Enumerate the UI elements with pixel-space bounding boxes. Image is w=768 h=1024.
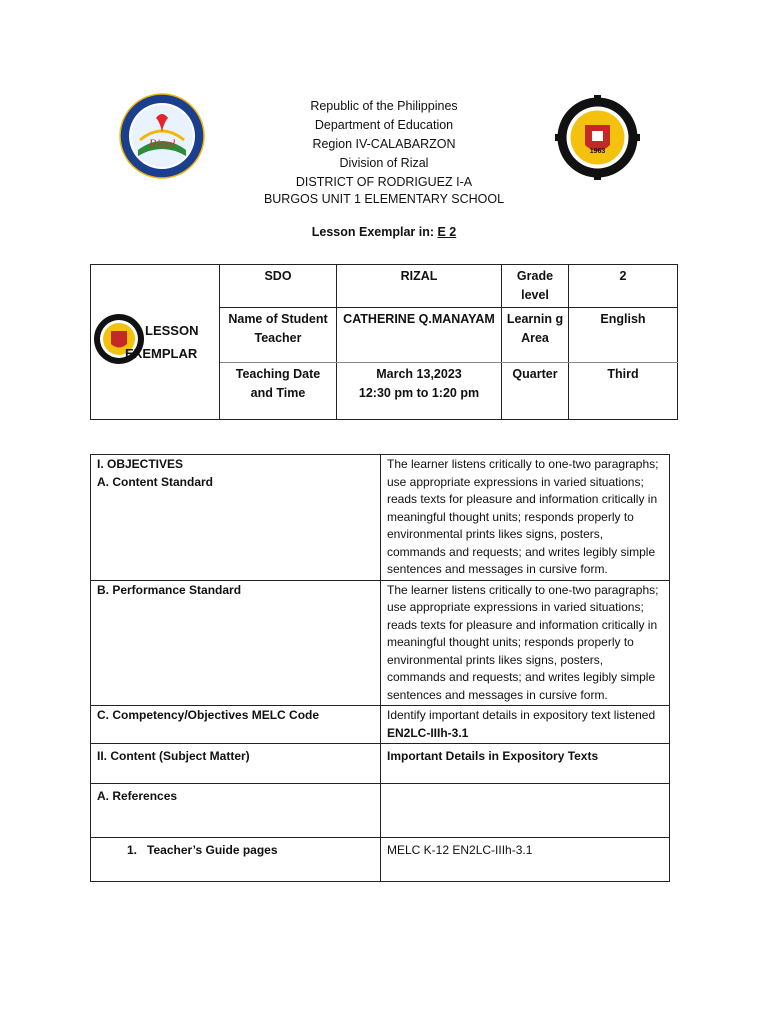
objectives-table (90, 454, 670, 882)
header-region: Region IV-CALABARZON (312, 137, 456, 151)
content-text: Important Details in Expository Texts (381, 744, 670, 784)
lesson-label-line1: LESSON (145, 323, 199, 338)
lesson-label-line2: EXEMPLAR (125, 346, 198, 361)
teacher-label: Name of Student Teacher (220, 308, 337, 363)
date-label: Teaching Date and Time (220, 363, 337, 420)
grade-value: 2 (569, 265, 678, 308)
school-seal-logo (555, 95, 640, 180)
learning-area-label: Learnin g Area (502, 308, 569, 363)
lesson-exemplar-subtitle (234, 225, 534, 239)
time-value: 12:30 pm to 1:20 pm (358, 386, 480, 400)
logo-left-text: Rizal (148, 136, 176, 151)
sdo-value: RIZAL (337, 265, 502, 308)
subtitle-prefix: Lesson Exemplar in: (311, 225, 438, 239)
content-label: II. Content (Subject Matter) (91, 744, 381, 784)
performance-standard-label: B. Performance Standard (91, 580, 381, 706)
objectives-heading: I. OBJECTIVES (97, 457, 184, 471)
teacher-guide-label: Teacher’s Guide pages (147, 843, 278, 857)
lesson-info-table (90, 264, 678, 420)
seal-year: 1963 (589, 148, 606, 155)
quarter-value: Third (569, 363, 678, 420)
teacher-value: CATHERINE Q.MANAYAM (337, 308, 502, 363)
teacher-guide-number: 1. (127, 843, 138, 857)
performance-standard-text: The learner listens critically to one-two paragraphs; use appropriate expressions in varied situations; reads texts for pleasure and information critically in meaningful thought units; responds properly to environmental prints likes signs, posters, commands and requests; and writes legibly simple sentences and messages in cursive form. (381, 580, 670, 706)
date-time-value (337, 363, 502, 420)
teacher-guide-cell (91, 838, 381, 882)
sdo-label: SDO (220, 265, 337, 308)
lesson-exemplar-label (95, 319, 215, 365)
teacher-guide-text: MELC K-12 EN2LC-IIIh-3.1 (381, 838, 670, 882)
header-republic: Republic of the Philippines (310, 99, 458, 113)
objectives-header-cell (91, 455, 381, 581)
school-name-text: BURGOS UNIT 1 ELEMENTARY SCHOOL (263, 192, 505, 206)
content-standard-text: The learner listens critically to one-two paragraphs; use appropriate expressions in varied situations; reads texts for pleasure and information critically in meaningful thought units; responds properly to environmental prints likes signs, posters, commands and requests; and writes legibly simple sentences and messages in cursive form. (381, 455, 670, 581)
deped-rizal-logo (118, 92, 206, 180)
learning-area-value: English (569, 308, 678, 363)
header-district: DISTRICT OF RODRIGUEZ I-A (295, 175, 473, 189)
grade-label: Grade level (502, 265, 569, 308)
references-text (381, 784, 670, 838)
competency-cell (381, 706, 670, 744)
header-division: Division of Rizal (339, 156, 429, 170)
references-label: A. References (91, 784, 381, 838)
content-standard-label: A. Content Standard (97, 474, 213, 489)
competency-label: C. Competency/Objectives MELC Code (91, 706, 381, 744)
competency-text: Identify important details in expository text listened (387, 708, 656, 722)
document-header (234, 97, 534, 192)
school-name (234, 190, 534, 209)
subtitle-subject: E 2 (437, 225, 457, 239)
competency-code: EN2LC-IIIh-3.1 (387, 725, 469, 740)
date-value: March 13,2023 (376, 367, 462, 381)
lesson-exemplar-cell (91, 265, 220, 420)
quarter-label: Quarter (502, 363, 569, 420)
header-department: Department of Education (314, 118, 454, 132)
